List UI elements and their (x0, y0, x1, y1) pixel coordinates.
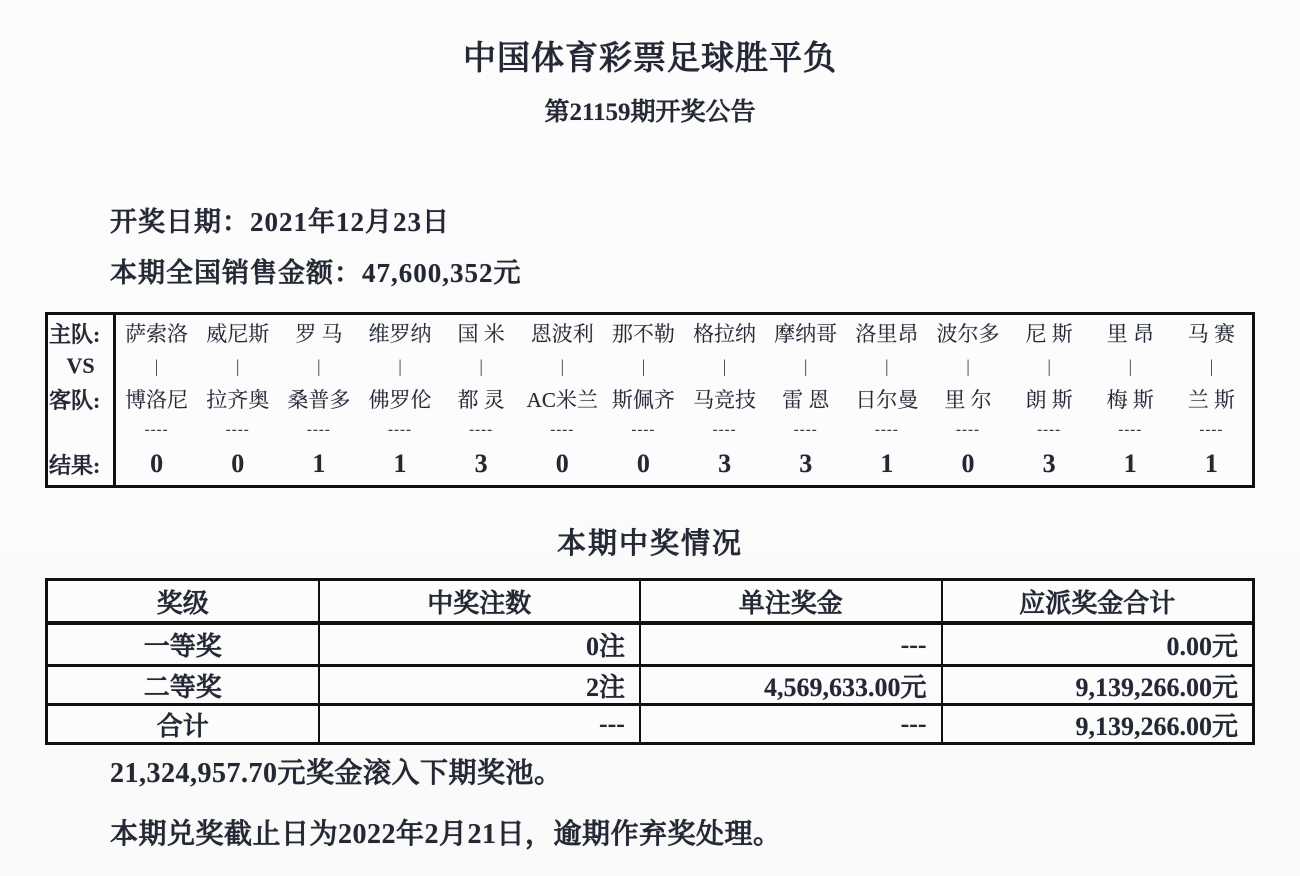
match-column (927, 315, 1008, 485)
page-title: 中国体育彩票足球胜平负 (463, 41, 837, 77)
prize-cell: 9,139,266.00元 (1075, 711, 1238, 741)
match-result: 0 (636, 449, 650, 478)
match-column (197, 315, 278, 485)
away-team: 朗 斯 (1025, 388, 1073, 412)
separator-dashes: ---- (956, 421, 980, 438)
match-column (1090, 315, 1171, 485)
away-team: 里 尔 (944, 388, 992, 412)
away-team: 兰 斯 (1187, 388, 1236, 412)
match-column (441, 315, 522, 485)
home-row-label: 主队: (49, 321, 101, 347)
separator-dashes: ---- (631, 421, 656, 438)
home-team: 那不勒 (611, 322, 675, 346)
prize-cell: 0.00元 (1166, 632, 1238, 661)
match-result: 0 (150, 449, 164, 478)
away-team: 桑普多 (287, 388, 351, 412)
prize-table-row (48, 664, 1252, 703)
home-team: 国 米 (457, 322, 505, 346)
vs-separator-bar: | (154, 355, 159, 376)
prize-cell: --- (320, 706, 641, 742)
separator-dashes: ---- (550, 421, 575, 438)
vs-separator-bar: | (966, 355, 970, 376)
home-team: 格拉纳 (693, 322, 757, 346)
match-result: 1 (312, 449, 326, 478)
dash-row-spacer (48, 417, 113, 443)
separator-dashes: ---- (712, 421, 737, 438)
match-result: 3 (474, 449, 488, 478)
match-result: 3 (1042, 449, 1056, 478)
away-team: 拉齐奥 (206, 388, 270, 412)
match-column (359, 315, 440, 485)
vs-separator-bar: | (398, 355, 402, 376)
draw-date-line: 开奖日期：2021年12月23日 (110, 207, 450, 237)
match-result: 1 (393, 449, 407, 478)
separator-dashes: ---- (469, 421, 494, 438)
page-subtitle: 第21159期开奖公告 (544, 99, 756, 126)
separator-dashes: ---- (1199, 421, 1224, 438)
prize-cell: 2注 (320, 667, 641, 703)
separator-dashes: ---- (1118, 421, 1143, 438)
home-team: 罗 马 (295, 322, 343, 346)
home-team: 里 昂 (1106, 322, 1154, 346)
home-team: 摩纳哥 (774, 322, 838, 346)
sales-amount-line: 本期全国销售金额：47,600,352元 (110, 258, 522, 288)
home-team: 维罗纳 (368, 322, 432, 346)
home-team: 威尼斯 (206, 322, 270, 346)
matches-row-labels (48, 315, 116, 485)
prize-header-cell: 中奖注数 (320, 581, 641, 621)
prize-cell: 二等奖 (48, 667, 320, 703)
vs-separator-bar: | (803, 355, 808, 376)
vs-separator-bar: | (235, 355, 240, 376)
prize-cell: 4,569,633.00元 (641, 667, 943, 703)
prize-table (45, 578, 1255, 745)
separator-dashes: ---- (144, 421, 169, 438)
separator-dashes: ---- (793, 421, 818, 438)
away-team: 梅 斯 (1106, 388, 1154, 412)
separator-dashes: ---- (388, 421, 412, 438)
match-column (846, 315, 927, 485)
prize-table-row (48, 703, 1252, 742)
match-column (116, 315, 197, 485)
home-team: 马 赛 (1187, 322, 1236, 346)
away-team: 斯佩齐 (611, 388, 675, 412)
vs-separator-bar: | (722, 355, 727, 376)
away-team: 马竞技 (693, 388, 757, 412)
match-result: 1 (880, 449, 894, 478)
match-column (765, 315, 846, 485)
vs-row-label: VS (66, 353, 95, 378)
match-result: 3 (718, 449, 732, 478)
separator-dashes: ---- (1037, 421, 1062, 438)
match-column (603, 315, 684, 485)
match-column (684, 315, 765, 485)
prize-header-cell: 应派奖金合计 (1019, 588, 1176, 618)
match-result: 0 (961, 449, 975, 478)
prize-table-row (48, 625, 1252, 664)
match-result: 0 (231, 449, 245, 478)
prize-header-cell: 单注奖金 (641, 581, 943, 621)
prize-cell: 9,139,266.00元 (1075, 672, 1238, 702)
match-column (278, 315, 359, 485)
match-columns (116, 315, 1252, 485)
away-row-label: 客队: (49, 387, 101, 413)
prize-table-header-row (48, 581, 1252, 625)
vs-separator-bar: | (1209, 355, 1214, 376)
away-team: 雷 恩 (782, 388, 830, 412)
home-team: 萨索洛 (125, 322, 189, 346)
vs-separator-bar: | (560, 355, 565, 376)
away-team: AC米兰 (526, 388, 598, 412)
match-result: 0 (555, 449, 569, 478)
prize-cell: --- (641, 706, 943, 742)
prize-cell: --- (641, 625, 943, 664)
prize-cell: 0注 (320, 625, 641, 664)
home-team: 尼 斯 (1025, 322, 1073, 346)
separator-dashes: ---- (225, 421, 250, 438)
vs-separator-bar: | (1128, 355, 1133, 376)
vs-separator-bar: | (479, 355, 483, 376)
separator-dashes: ---- (306, 421, 331, 438)
prize-cell: 合计 (48, 706, 320, 742)
prize-section-title: 本期中奖情况 (556, 528, 743, 560)
prize-cell: 一等奖 (48, 625, 320, 664)
away-team: 博洛尼 (125, 388, 189, 412)
deadline-line: 本期兑奖截止日为2022年2月21日，逾期作弃奖处理。 (110, 819, 782, 850)
vs-separator-bar: | (317, 355, 321, 376)
away-team: 都 灵 (457, 388, 505, 412)
result-row-label: 结果: (49, 452, 101, 478)
away-team: 日尔曼 (855, 388, 919, 412)
match-column (1009, 315, 1090, 485)
separator-dashes: ---- (874, 421, 899, 438)
vs-separator-bar: | (1047, 355, 1051, 376)
matches-table (45, 312, 1255, 488)
away-team: 佛罗伦 (368, 388, 432, 412)
match-column (1171, 315, 1252, 485)
vs-separator-bar: | (641, 355, 646, 376)
rollover-line: 21,324,957.70元奖金滚入下期奖池。 (110, 758, 563, 789)
home-team: 波尔多 (936, 322, 1000, 346)
match-result: 1 (1204, 449, 1218, 478)
match-result: 1 (1123, 449, 1137, 478)
match-column (522, 315, 603, 485)
vs-separator-bar: | (885, 355, 889, 376)
home-team: 恩波利 (530, 322, 594, 346)
prize-header-cell: 奖级 (48, 581, 320, 621)
home-team: 洛里昂 (855, 322, 919, 346)
match-result: 3 (799, 449, 813, 478)
